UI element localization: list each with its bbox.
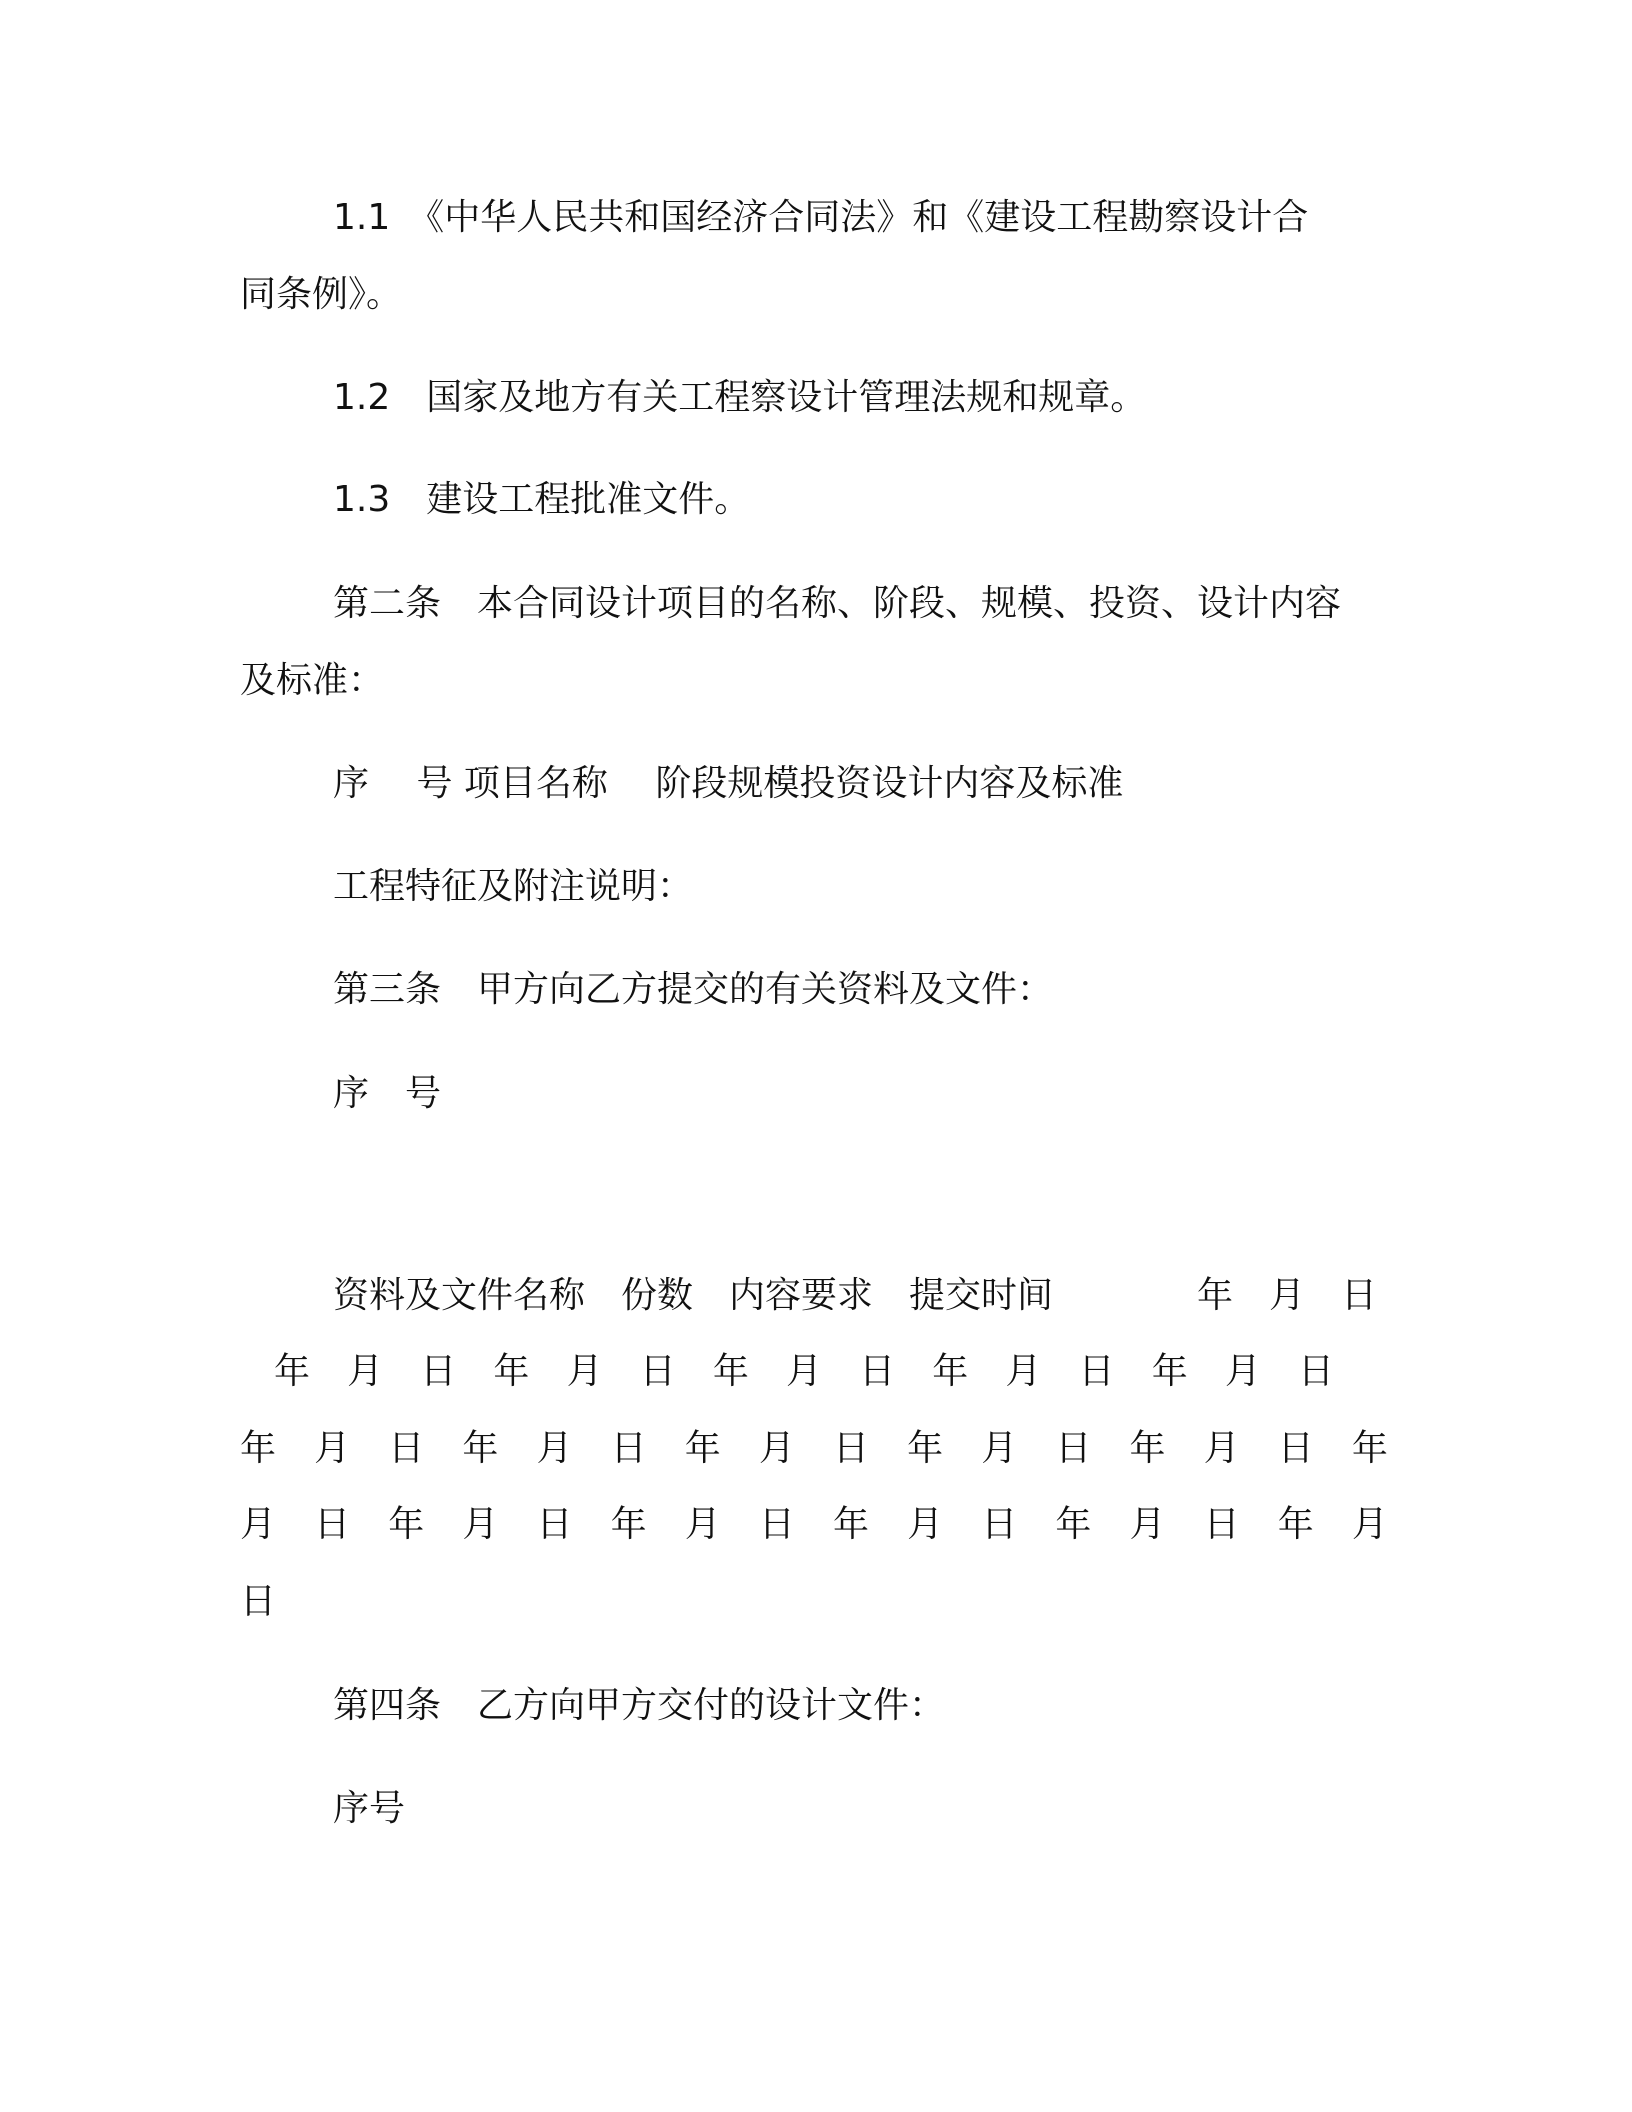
article-3-seq-label: 序 号 <box>333 1073 442 1114</box>
date-glyph: 年 <box>932 1351 969 1392</box>
date-glyph: 年 <box>1351 1428 1388 1469</box>
date-row-3 <box>240 1503 1388 1547</box>
article-4-heading: 第四条 乙方向甲方交付的设计文件： <box>333 1685 946 1726</box>
clause-1-1-line-2: 同条例》。 <box>240 274 403 315</box>
date-glyph: 月 <box>347 1351 384 1392</box>
date-glyph: 年 <box>684 1428 721 1469</box>
date-glyph: 日 <box>240 1581 277 1622</box>
date-glyph: 日 <box>1055 1428 1092 1469</box>
date-glyph: 月 <box>1224 1351 1261 1392</box>
date-glyph: 日 <box>314 1504 351 1545</box>
date-glyph: 月 <box>785 1351 822 1392</box>
article-4-seq-label: 序号 <box>333 1788 406 1829</box>
article-2-table-header: 序 号 项目名称 阶段规模投资设计内容及标准 <box>333 763 1124 804</box>
date-glyph: 年 <box>462 1428 499 1469</box>
date-glyph: 年 <box>1277 1504 1314 1545</box>
date-glyph: 日 <box>1277 1428 1314 1469</box>
date-glyph: 年 <box>907 1428 944 1469</box>
date-glyph: 日 <box>536 1504 573 1545</box>
clause-1-3: 1.3 建设工程批准文件。 <box>333 479 751 520</box>
date-glyph: 年 <box>240 1428 277 1469</box>
date-glyph: 年 <box>274 1351 311 1392</box>
date-glyph: 年 <box>493 1351 530 1392</box>
date-glyph: 月 <box>981 1428 1018 1469</box>
date-glyph: 月 <box>1203 1428 1240 1469</box>
clause-1-1-line-1: 1.1 《中华人民共和国经济合同法》和《建设工程勘察设计合 <box>333 197 1309 238</box>
date-glyph: 日 <box>1203 1504 1240 1545</box>
date-glyph: 月 <box>907 1504 944 1545</box>
date-glyph: 月 <box>1129 1504 1166 1545</box>
date-glyph: 月 <box>684 1504 721 1545</box>
date-glyph: 年 <box>388 1504 425 1545</box>
article-2-notes: 工程特征及附注说明： <box>333 866 694 907</box>
article-2-heading-line-1: 第二条 本合同设计项目的名称、阶段、规模、投资、设计内容 <box>333 583 1342 624</box>
date-glyph: 年 <box>833 1504 870 1545</box>
article-3-heading: 第三条 甲方向乙方提交的有关资料及文件： <box>333 969 1054 1010</box>
date-glyph: 日 <box>420 1351 457 1392</box>
date-glyph: 年 <box>610 1504 647 1545</box>
date-glyph: 月 <box>240 1504 277 1545</box>
date-row-1 <box>274 1350 1334 1394</box>
date-glyph: 月 <box>462 1504 499 1545</box>
date-glyph: 日 <box>859 1351 896 1392</box>
clause-1-2: 1.2 国家及地方有关工程察设计管理法规和规章。 <box>333 377 1147 418</box>
date-glyph: 月 <box>1005 1351 1042 1392</box>
date-glyph: 日 <box>1297 1351 1334 1392</box>
date-row-4 <box>240 1580 1388 1624</box>
date-glyph: 年 <box>712 1351 749 1392</box>
date-glyph: 年 <box>1055 1504 1092 1545</box>
article-2-heading-line-2: 及标准： <box>240 660 385 701</box>
date-glyph: 日 <box>639 1351 676 1392</box>
date-glyph: 日 <box>981 1504 1018 1545</box>
date-glyph: 日 <box>1078 1351 1115 1392</box>
date-glyph: 日 <box>833 1428 870 1469</box>
date-glyph: 日 <box>610 1428 647 1469</box>
date-glyph: 月 <box>1351 1504 1388 1545</box>
date-glyph: 日 <box>758 1504 795 1545</box>
date-glyph: 月 <box>566 1351 603 1392</box>
date-glyph: 年 <box>1129 1428 1166 1469</box>
date-glyph: 月 <box>758 1428 795 1469</box>
date-glyph: 年 <box>1151 1351 1188 1392</box>
date-row-2 <box>240 1427 1388 1471</box>
date-glyph: 月 <box>536 1428 573 1469</box>
article-3-table-header: 资料及文件名称 份数 内容要求 提交时间 年 月 日 <box>333 1275 1378 1316</box>
date-glyph: 日 <box>388 1428 425 1469</box>
date-glyph: 月 <box>314 1428 351 1469</box>
